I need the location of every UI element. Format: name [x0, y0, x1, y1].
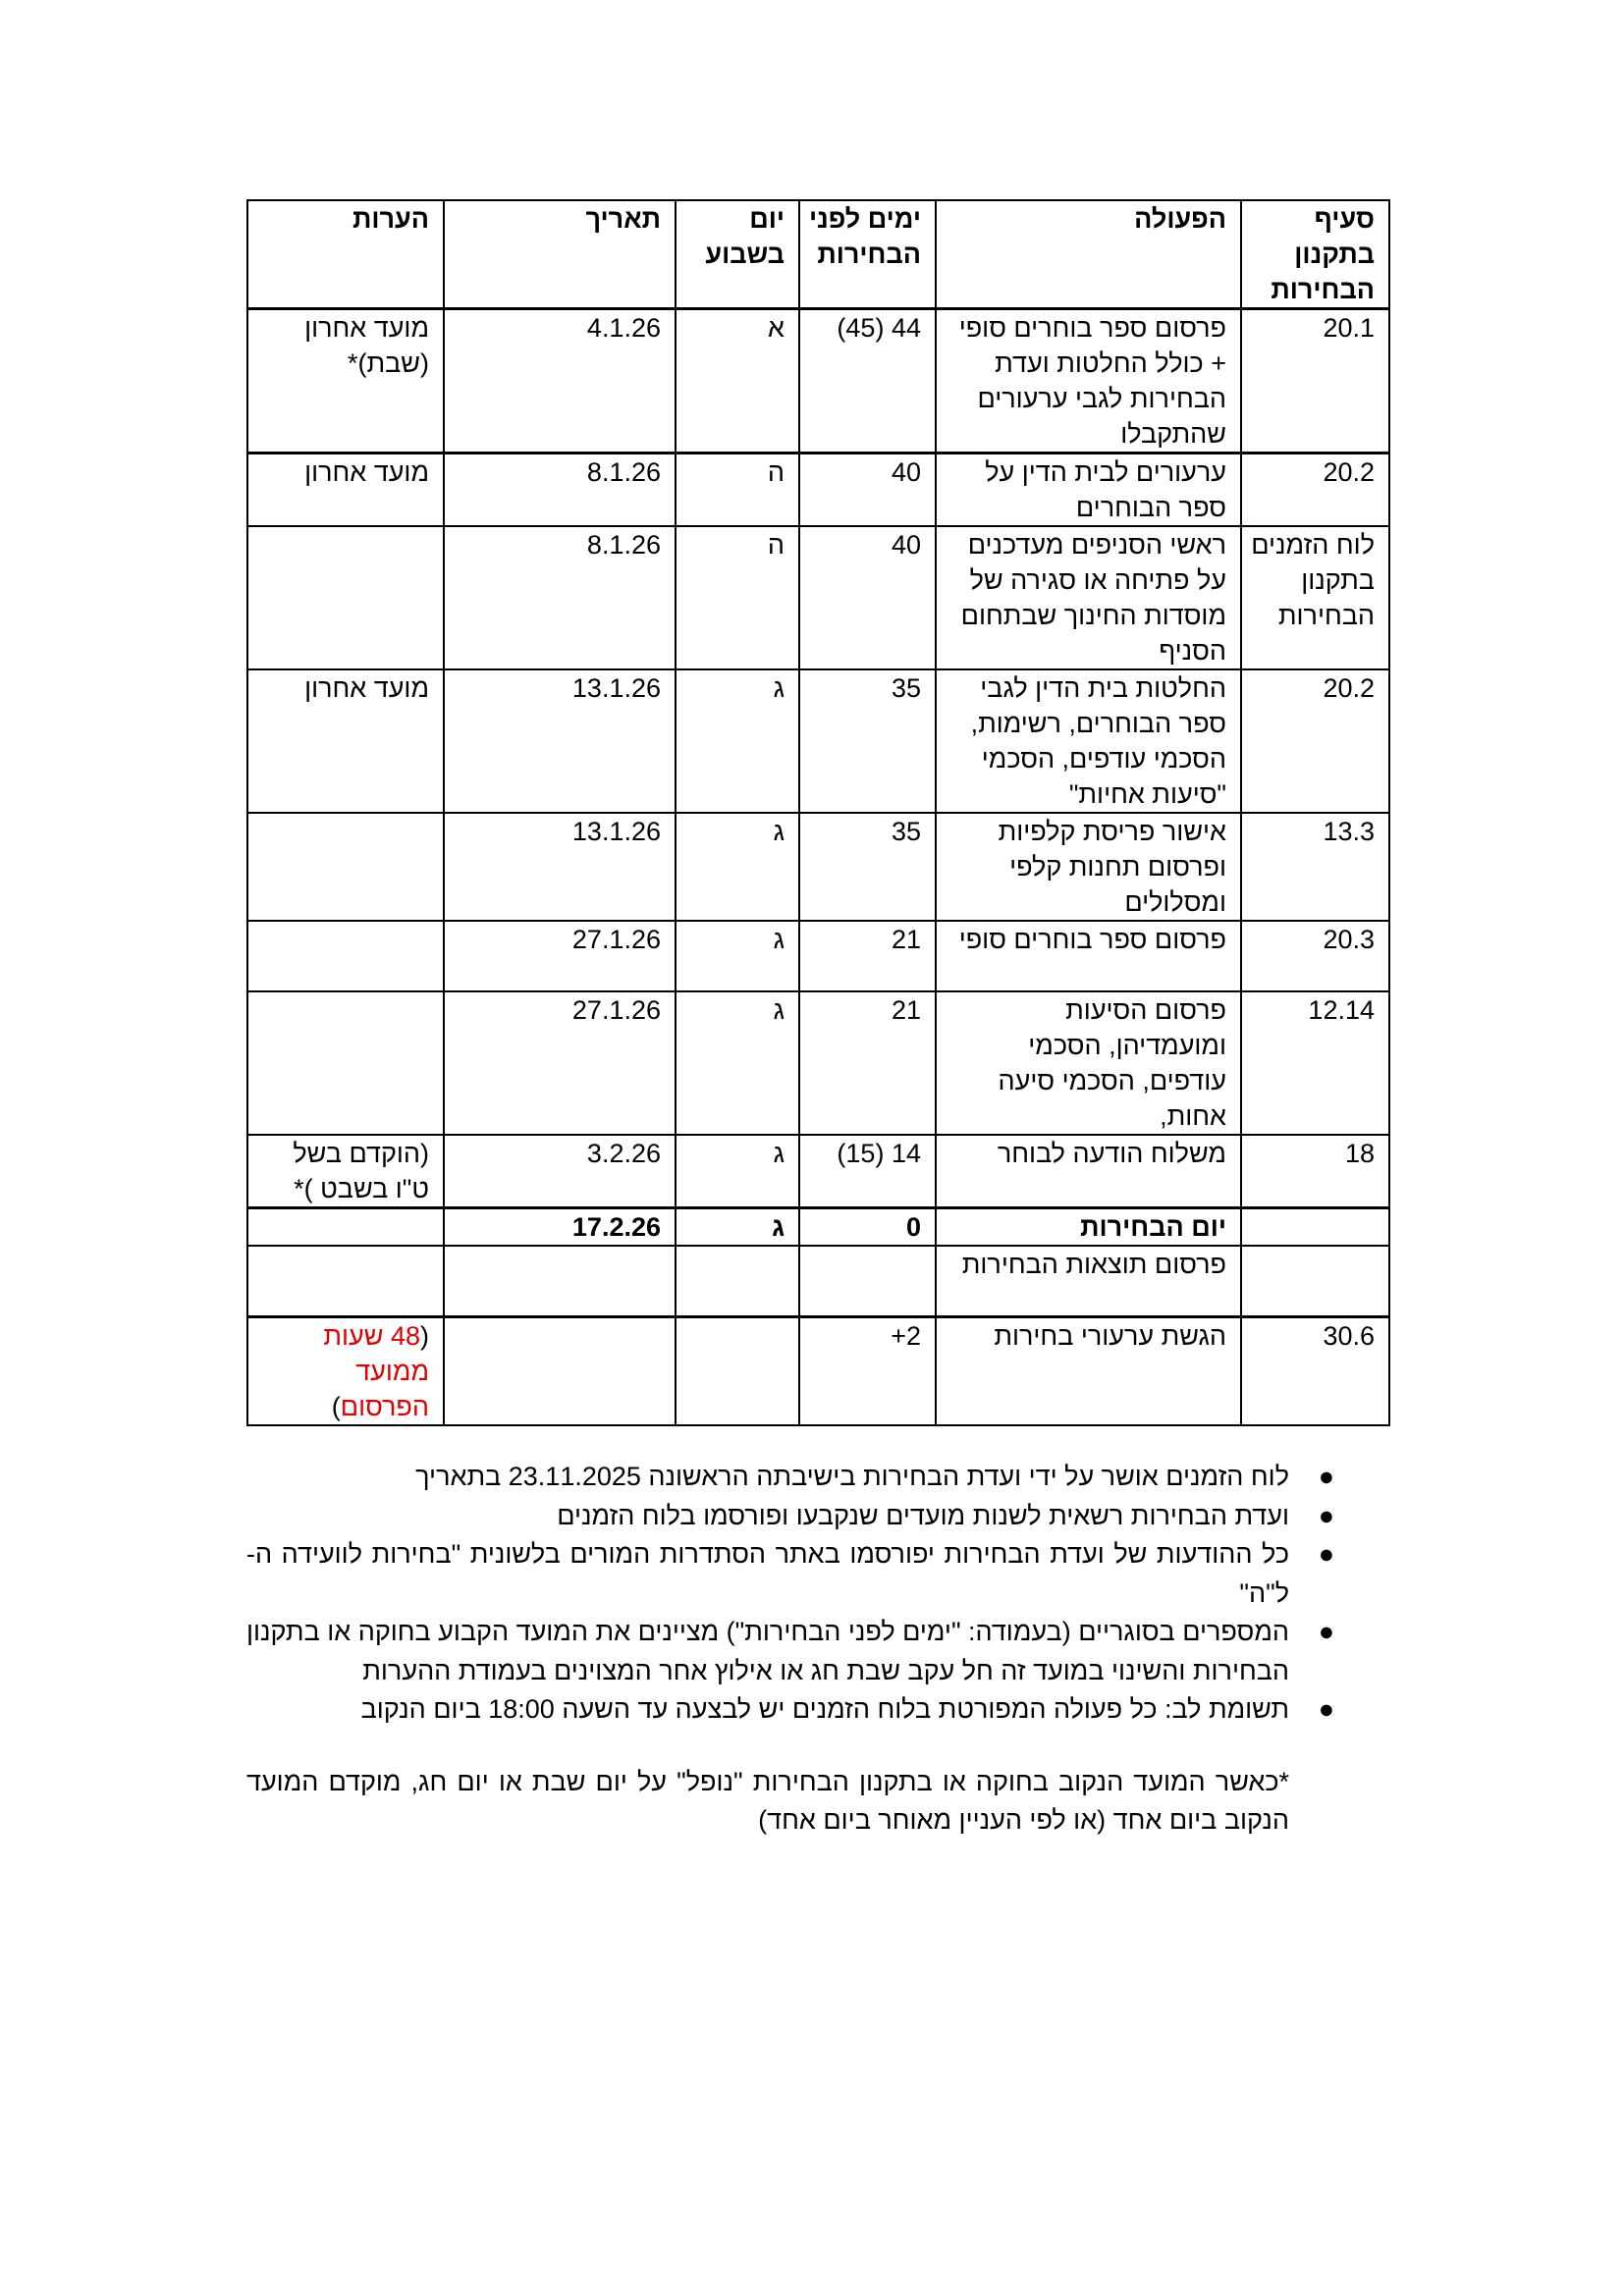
- cell-weekday: [676, 1316, 799, 1425]
- cell-section: 20.2: [1241, 454, 1389, 527]
- cell-date: 4.1.26: [444, 309, 676, 454]
- cell-section: 20.1: [1241, 309, 1389, 454]
- header-weekday: יום בשבוע: [676, 200, 799, 309]
- notes-section: [246, 1458, 1334, 1841]
- header-action: הפעולה: [936, 200, 1241, 309]
- table-row-election-day: [247, 1208, 1389, 1247]
- cell-days-before: 35: [799, 813, 936, 921]
- cell-notes: [247, 991, 444, 1135]
- bullet-list: [246, 1458, 1334, 1730]
- cell-weekday: ג: [676, 991, 799, 1135]
- cell-date: 3.2.26: [444, 1135, 676, 1208]
- cell-days-before: 40: [799, 526, 936, 669]
- table-row: [247, 309, 1389, 454]
- cell-action: פרסום הסיעות ומועמדיהן, הסכמי עודפים, הסכמי סיעה אחות,: [936, 991, 1241, 1135]
- cell-days-before: 0: [799, 1208, 936, 1247]
- cell-date: 27.1.26: [444, 921, 676, 991]
- table-row: [247, 526, 1389, 669]
- cell-section: [1241, 1208, 1389, 1247]
- bullet-item: [246, 1690, 1334, 1730]
- cell-notes: מועד אחרון (שבת)*: [247, 309, 444, 454]
- bullet-item: [246, 1497, 1334, 1536]
- cell-notes: מועד אחרון: [247, 454, 444, 527]
- cell-notes: [247, 1316, 444, 1425]
- cell-days-before: 44 (45): [799, 309, 936, 454]
- bullet-icon: ●: [1318, 1539, 1334, 1569]
- cell-notes: [247, 1208, 444, 1247]
- bullet-text: תשומת לב: כל פעולה המפורטת בלוח הזמנים יש לבצעה עד השעה 18:00 ביום הנקוב: [360, 1694, 1289, 1724]
- table-row: [247, 1246, 1389, 1316]
- cell-section: [1241, 1246, 1389, 1316]
- cell-action: ערעורים לבית הדין על ספר הבוחרים: [936, 454, 1241, 527]
- bullet-icon: ●: [1318, 1617, 1334, 1646]
- bullet-text: ועדת הבחירות רשאית לשנות מועדים שנקבעו ופורסמו בלוח הזמנים: [557, 1500, 1289, 1530]
- table-row: [247, 669, 1389, 813]
- footnote: *כאשר המועד הנקוב בחוקה או בתקנון הבחירות "נופל" על יום שבת או יום חג, מוקדם המועד הנקוב ביום אחד (או לפי העניין מאוחר ביום אחד): [246, 1766, 1289, 1835]
- cell-section: 18: [1241, 1135, 1389, 1208]
- cell-action: אישור פריסת קלפיות ופרסום תחנות קלפי ומסלולים: [936, 813, 1241, 921]
- table-row: [247, 991, 1389, 1135]
- bullet-item: [246, 1535, 1334, 1613]
- cell-notes: [247, 921, 444, 991]
- table-row: [247, 1135, 1389, 1208]
- cell-notes: [247, 1246, 444, 1316]
- cell-section: 12.14: [1241, 991, 1389, 1135]
- cell-date: 13.1.26: [444, 669, 676, 813]
- cell-date: 27.1.26: [444, 991, 676, 1135]
- cell-action: פרסום ספר בוחרים סופי + כולל החלטות ועדת הבחירות לגבי ערעורים שהתקבלו: [936, 309, 1241, 454]
- table-row: [247, 1316, 1389, 1425]
- paren-open: (: [420, 1320, 429, 1351]
- cell-notes: (הוקדם בשל ט"ו בשבט )*: [247, 1135, 444, 1208]
- cell-section: 20.3: [1241, 921, 1389, 991]
- table-row: [247, 813, 1389, 921]
- cell-notes: [247, 526, 444, 669]
- cell-action: יום הבחירות: [936, 1208, 1241, 1247]
- bullet-item: [246, 1458, 1334, 1497]
- cell-notes: מועד אחרון: [247, 669, 444, 813]
- cell-days-before: [799, 1246, 936, 1316]
- table-row: [247, 921, 1389, 991]
- cell-weekday: ה: [676, 454, 799, 527]
- cell-date: 17.2.26: [444, 1208, 676, 1247]
- cell-action: פרסום ספר בוחרים סופי: [936, 921, 1241, 991]
- cell-date: [444, 1246, 676, 1316]
- bullet-icon: ●: [1318, 1694, 1334, 1724]
- bullet-text: לוח הזמנים אושר על ידי ועדת הבחירות בישיבתה הראשונה 23.11.2025 בתאריך: [415, 1462, 1289, 1491]
- cell-days-before: 21: [799, 991, 936, 1135]
- cell-section: 30.6: [1241, 1316, 1389, 1425]
- cell-days-before: 2+: [799, 1316, 936, 1425]
- cell-action: משלוח הודעה לבוחר: [936, 1135, 1241, 1208]
- cell-action: פרסום תוצאות הבחירות: [936, 1246, 1241, 1316]
- appeal-deadline-note: 48 שעות ממועד הפרסום: [323, 1320, 429, 1421]
- header-date: תאריך: [444, 200, 676, 309]
- cell-weekday: ג: [676, 1135, 799, 1208]
- paren-close: ): [331, 1391, 341, 1421]
- cell-weekday: ה: [676, 526, 799, 669]
- cell-section: 20.2: [1241, 669, 1389, 813]
- cell-days-before: 35: [799, 669, 936, 813]
- table-header-row: [247, 200, 1389, 309]
- cell-days-before: 14 (15): [799, 1135, 936, 1208]
- bullet-icon: ●: [1318, 1462, 1334, 1491]
- cell-date: 8.1.26: [444, 454, 676, 527]
- header-notes: הערות: [247, 200, 444, 309]
- cell-section: לוח הזמנים בתקנון הבחירות: [1241, 526, 1389, 669]
- cell-days-before: 21: [799, 921, 936, 991]
- cell-action: הגשת ערעורי בחירות: [936, 1316, 1241, 1425]
- cell-action: החלטות בית הדין לגבי ספר הבוחרים, רשימות, הסכמי עודפים, הסכמי "סיעות אחיות": [936, 669, 1241, 813]
- cell-action: ראשי הסניפים מעדכנים על פתיחה או סגירה של מוסדות החינוך שבתחום הסניף: [936, 526, 1241, 669]
- cell-weekday: ג: [676, 669, 799, 813]
- bullet-text: המספרים בסוגריים (בעמודה: "ימים לפני הבחירות") מציינים את המועד הקבוע בחוקה או בתקנון הבחירות והשינוי במועד זה חל עקב שבת חג או אילוץ אחר המצוינים בעמודת ההערות: [246, 1617, 1289, 1685]
- cell-date: [444, 1316, 676, 1425]
- header-days-before: ימים לפני הבחירות: [799, 200, 936, 309]
- cell-weekday: א: [676, 309, 799, 454]
- election-schedule-table: [246, 199, 1390, 1426]
- cell-weekday: ג: [676, 921, 799, 991]
- cell-weekday: ג: [676, 1208, 799, 1247]
- bullet-icon: ●: [1318, 1500, 1334, 1530]
- cell-weekday: [676, 1246, 799, 1316]
- cell-notes: [247, 813, 444, 921]
- table-row: [247, 454, 1389, 527]
- cell-section: 13.3: [1241, 813, 1389, 921]
- bullet-item: [246, 1613, 1334, 1690]
- bullet-text: כל ההודעות של ועדת הבחירות יפורסמו באתר הסתדרות המורים בלשונית "בחירות לוועידה ה- ל"ה": [246, 1539, 1289, 1608]
- header-section: סעיף בתקנון הבחירות: [1241, 200, 1389, 309]
- cell-weekday: ג: [676, 813, 799, 921]
- cell-date: 8.1.26: [444, 526, 676, 669]
- cell-days-before: 40: [799, 454, 936, 527]
- cell-date: 13.1.26: [444, 813, 676, 921]
